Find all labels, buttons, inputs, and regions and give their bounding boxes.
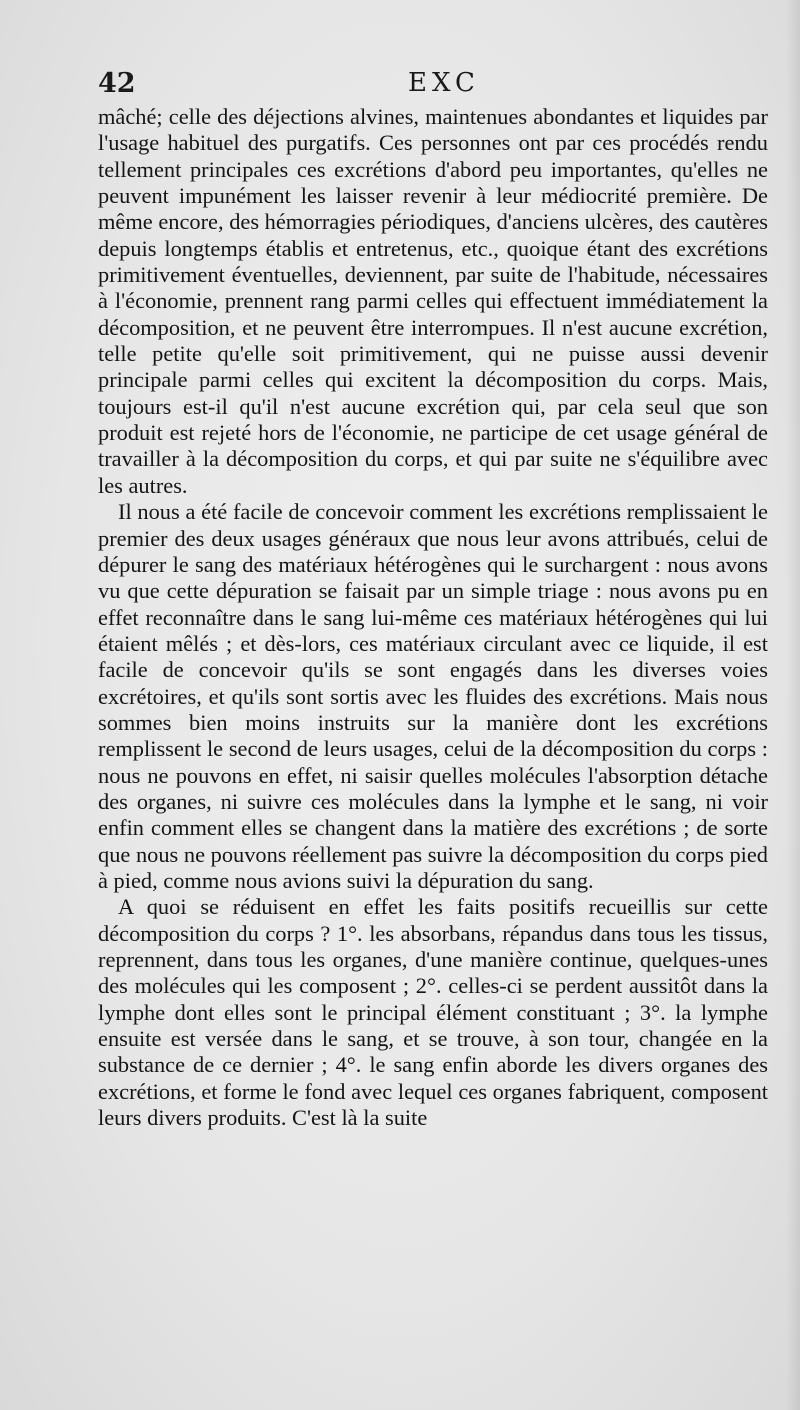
paragraph: Il nous a été facile de concevoir comment les excrétions remplissaient le premier des deux usages généraux que nous leur avons attribués, celui de dépurer le sang des matériaux hétérogènes qui le surchargent : nous avons vu que cette dépuration se faisait par un simple triage : nous avons pu en effet reconnaître dans le sang lui-même ces matériaux hétérogènes qui lui étaient mêlés ; et dès-lors, ces matériaux circulant avec ce liquide, il est facile de concevoir qu'ils se sont engagés dans les diverses voies excrétoires, et qu'ils sont sortis avec les fluides des excrétions. Mais nous sommes bien moins instruits sur la manière dont les excrétions remplissent le second de leurs usages, celui de la décomposition du corps : nous ne pouvons en effet, ni saisir quelles molécules l'absorption détache des organes, ni suivre ces molécules dans la lymphe et le sang, ni voir enfin comment elles se changent dans la matière des excrétions ; de sorte que nous ne pouvons réellement pas suivre la décomposition du corps pied à pied, comme nous avions suivi la dépuration du sang. — [98, 499, 768, 893]
page-header — [98, 68, 768, 108]
page-fold-shadow — [786, 0, 800, 1410]
body-text — [98, 104, 768, 1131]
paragraph: A quoi se réduisent en effet les faits positifs recueillis sur cette décomposition du corps ? 1°. les absorbans, répandus dans tous les tissus, reprennent, dans tous les organes, d'une manière continue, quelques-unes des molécules qui les composent ; 2°. celles-ci se perdent aussitôt dans la lymphe dont elles sont le principal élément constituant ; 3°. la lymphe ensuite est versée dans le sang, et se trouve, à son tour, changée en la substance de ce dernier ; 4°. le sang enfin aborde les divers organes des excrétions, et forme le fond avec lequel ces organes fabriquent, composent leurs divers produits. C'est là la suite — [98, 894, 768, 1131]
running-head: EXC — [408, 68, 480, 98]
page-number: 42 — [98, 68, 136, 99]
paragraph: mâché; celle des déjections alvines, maintenues abondantes et liquides par l'usage habituel des purgatifs. Ces personnes ont par ces procédés rendu tellement principales ces excrétions d'abord peu importantes, qu'elles ne peuvent impunément les laisser revenir à leur médiocrité première. De même encore, des hémorragies périodiques, d'anciens ulcères, des cautères depuis longtemps établis et entretenus, etc., quoique étant des excrétions primitivement éventuelles, deviennent, par suite de l'habitude, nécessaires à l'économie, prennent rang parmi celles qui effectuent immédiatement la décomposition, et ne peuvent être interrompues. Il n'est aucune excrétion, telle petite qu'elle soit primitivement, qui ne puisse aussi devenir principale parmi celles qui excitent la décomposition du corps. Mais, toujours est-il qu'il n'est aucune excrétion qui, par cela seul que son produit est rejeté hors de l'économie, ne participe de cet usage général de travailler à la décomposition du corps, et qui par suite ne s'équilibre avec les autres. — [98, 104, 768, 498]
